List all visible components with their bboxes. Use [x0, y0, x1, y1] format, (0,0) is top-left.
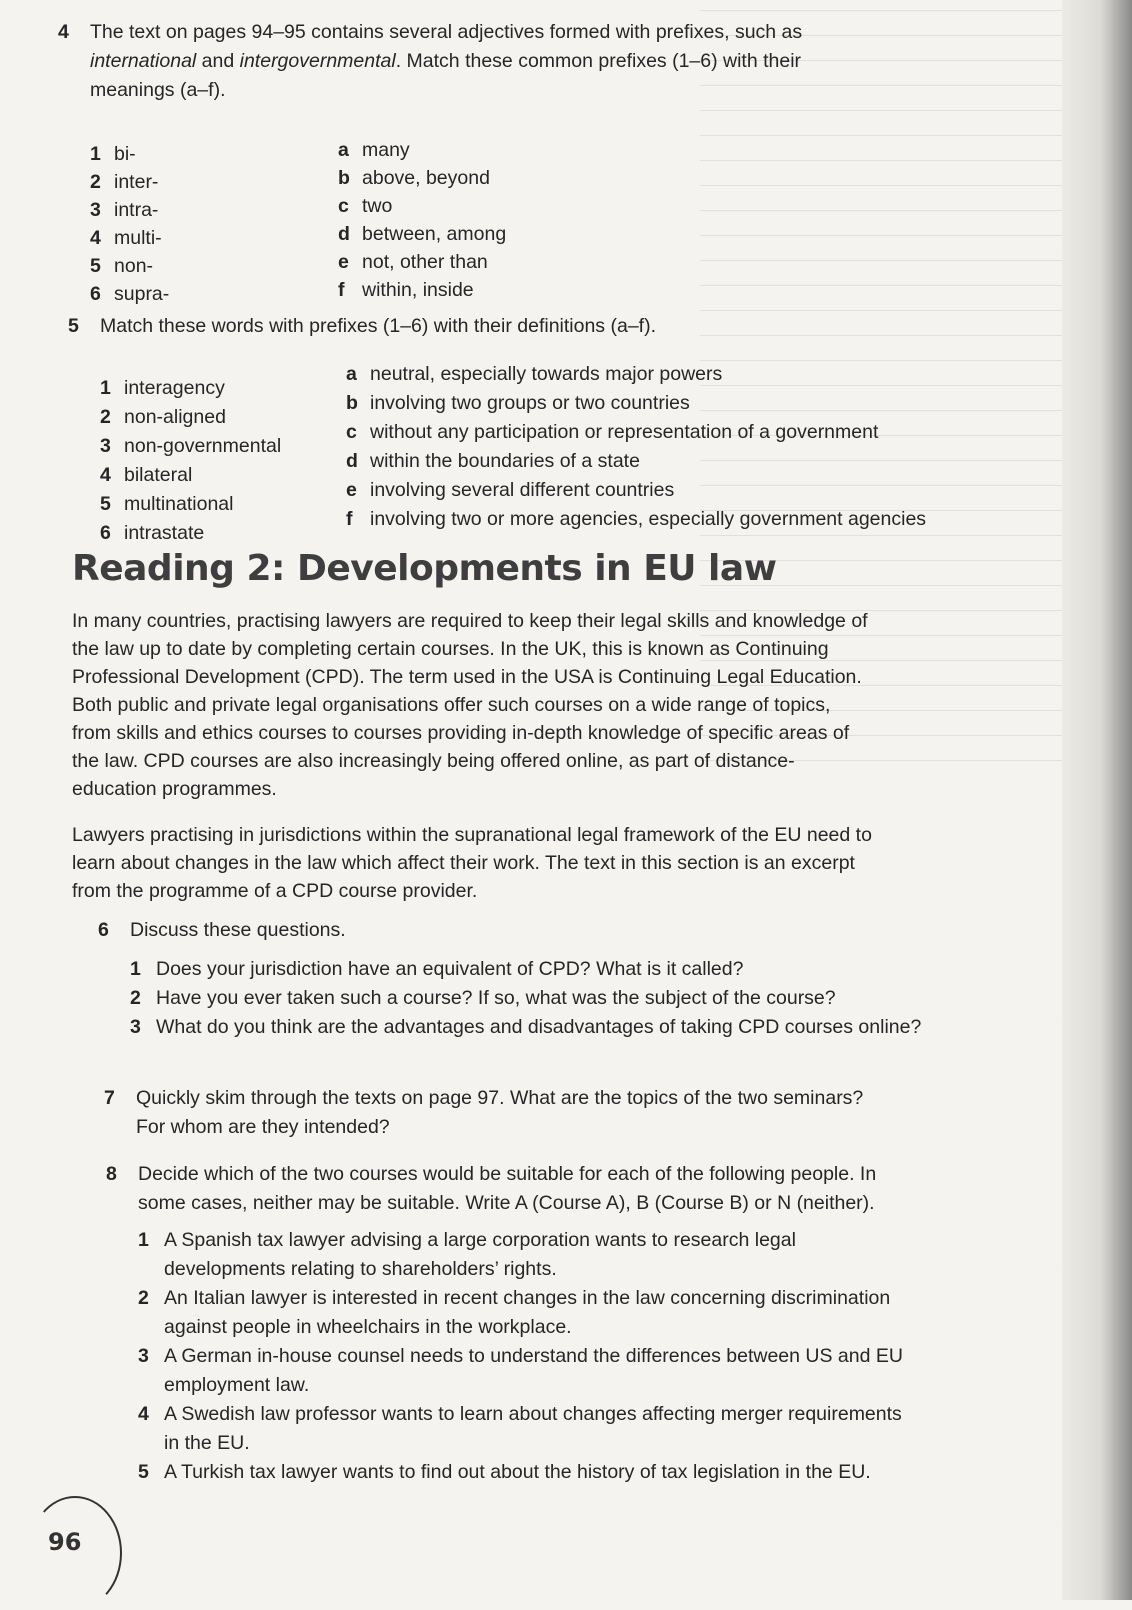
definition-item-text: involving two or more agencies, especially government agencies: [370, 508, 927, 530]
question-item-number: 2: [130, 987, 141, 1009]
prefix-matching: [90, 140, 690, 316]
word-item: [100, 374, 281, 403]
scenario-item-number: 2: [138, 1287, 149, 1309]
question-item-text: What do you think are the advantages and disadvantages of taking CPD courses online?: [156, 1016, 922, 1038]
question-item-number: 1: [130, 958, 141, 980]
scenario-item-text: A Turkish tax lawyer wants to find out about the history of tax legislation in the EU.: [164, 1461, 871, 1483]
word-item: [100, 432, 281, 461]
word-list: [100, 374, 281, 548]
word-item-text: interagency: [124, 377, 225, 399]
definition-list: [346, 360, 926, 534]
section-title: Reading 2: Developments in EU law: [72, 548, 777, 589]
prefix-item-marker: 3: [90, 199, 101, 221]
definition-item-text: without any participation or representation of a government: [370, 421, 879, 443]
exercise-number: 6: [98, 919, 109, 941]
exercise-5: [68, 312, 968, 341]
definition-item-text: involving two groups or two countries: [370, 392, 690, 414]
exercise-4: [58, 18, 858, 105]
meaning-item-marker: c: [338, 195, 349, 217]
meaning-item: [338, 248, 506, 276]
scenario-list: [138, 1226, 906, 1487]
exercise-6: [98, 916, 928, 1042]
question-item-text: Have you ever taken such a course? If so, what was the subject of the course?: [156, 987, 836, 1009]
word-item-marker: 2: [100, 406, 111, 428]
meaning-item-text: two: [362, 195, 393, 217]
definition-item-marker: d: [346, 450, 358, 472]
prefix-item-text: supra-: [114, 283, 170, 305]
scenario-item-number: 1: [138, 1229, 149, 1251]
meaning-item-text: not, other than: [362, 251, 488, 273]
exercise-7: [104, 1084, 864, 1142]
exercise-instructions: Decide which of the two courses would be suitable for each of the following people. In some cases, neither may be suitable. Write A (Course A), B (Course B) or N (neither).: [138, 1163, 877, 1214]
definition-item-marker: c: [346, 421, 357, 443]
definition-item-marker: f: [346, 508, 353, 530]
prefix-item-text: intra-: [114, 199, 159, 221]
word-item-text: non-governmental: [124, 435, 282, 457]
word-item-text: intrastate: [124, 522, 205, 544]
definition-item: [346, 505, 926, 534]
exercise-number: 4: [58, 21, 69, 43]
reading-section: [72, 548, 872, 919]
scenario-item-number: 4: [138, 1403, 149, 1425]
word-item-marker: 5: [100, 493, 111, 515]
definition-item-text: neutral, especially towards major powers: [370, 363, 723, 385]
exercise-number: 8: [106, 1163, 117, 1185]
scenario-item: [138, 1342, 906, 1400]
scenario-item-text: A Swedish law professor wants to learn about changes affecting merger requirements in the EU.: [164, 1403, 902, 1454]
prefix-item-marker: 4: [90, 227, 101, 249]
word-item-marker: 1: [100, 377, 111, 399]
reading-paragraph-2: Lawyers practising in jurisdictions within the supranational legal framework of the EU need to learn about changes in the law which affect their work. The text in this section is an excerpt from the programme of a CPD course provider.: [72, 824, 872, 902]
question-item: [130, 955, 928, 984]
word-item-marker: 3: [100, 435, 111, 457]
prefix-item: [90, 224, 169, 252]
prefix-item-marker: 1: [90, 143, 101, 165]
word-item-marker: 4: [100, 464, 111, 486]
prefix-item-marker: 5: [90, 255, 101, 277]
prefix-item-text: non-: [114, 255, 154, 277]
meaning-item-marker: e: [338, 251, 349, 273]
prefix-item: [90, 252, 169, 280]
question-list: [130, 955, 928, 1042]
word-item: [100, 490, 281, 519]
definition-item: [346, 447, 926, 476]
prefix-item: [90, 280, 169, 308]
meaning-item: [338, 220, 506, 248]
definition-item: [346, 476, 926, 505]
scenario-item-number: 3: [138, 1345, 149, 1367]
page-number: 96: [48, 1528, 82, 1556]
meaning-item-marker: b: [338, 167, 350, 189]
exercise-8: [106, 1160, 906, 1487]
prefix-item: [90, 196, 169, 224]
prefix-item: [90, 168, 169, 196]
word-item-text: bilateral: [124, 464, 193, 486]
question-item-text: Does your jurisdiction have an equivalent of CPD? What is it called?: [156, 958, 744, 980]
prefix-item: [90, 140, 169, 168]
reading-paragraph-1: In many countries, practising lawyers are required to keep their legal skills and knowledge of the law up to date by completing certain courses. In the UK, this is known as Continuing Professional Development (CPD). The term used in the USA is Continuing Legal Education. Both public and private legal organisations offer such courses on a wide range of topics, from skills and ethics courses to courses providing in-depth knowledge of specific areas of the law. CPD courses are also increasingly being offered online, as part of distance-education programmes.: [72, 610, 868, 800]
definition-item-marker: b: [346, 392, 358, 414]
meaning-item-text: above, beyond: [362, 167, 490, 189]
definition-item: [346, 389, 926, 418]
meaning-item-text: within, inside: [362, 279, 474, 301]
prefix-item-text: inter-: [114, 171, 159, 193]
definition-item-text: within the boundaries of a state: [370, 450, 640, 472]
meaning-item-text: between, among: [362, 223, 507, 245]
definition-item: [346, 418, 926, 447]
meaning-item-marker: a: [338, 139, 349, 161]
scenario-item-text: An Italian lawyer is interested in recent changes in the law concerning discrimination against people in wheelchairs in the workplace.: [164, 1287, 891, 1338]
page-gutter-shadow: [1062, 0, 1132, 1600]
prefix-list: [90, 140, 169, 308]
definition-item-text: involving several different countries: [370, 479, 675, 501]
word-item-text: non-aligned: [124, 406, 226, 428]
scenario-item-number: 5: [138, 1461, 149, 1483]
word-item-text: multinational: [124, 493, 234, 515]
exercise-instructions: Match these words with prefixes (1–6) with their definitions (a–f).: [100, 315, 656, 337]
question-item-number: 3: [130, 1016, 141, 1038]
scenario-item: [138, 1400, 906, 1458]
prefix-item-text: bi-: [114, 143, 136, 165]
prefix-item-text: multi-: [114, 227, 162, 249]
prefix-item-marker: 6: [90, 283, 101, 305]
word-item: [100, 461, 281, 490]
meaning-item: [338, 164, 506, 192]
word-item: [100, 519, 281, 548]
question-item: [130, 984, 928, 1013]
page-number-badge: [28, 1496, 122, 1610]
scenario-item-text: A German in-house counsel needs to understand the differences between US and EU employment law.: [164, 1345, 903, 1396]
word-item-marker: 6: [100, 522, 111, 544]
scenario-item-text: A Spanish tax lawyer advising a large corporation wants to research legal developments relating to shareholders’ rights.: [164, 1229, 796, 1280]
exercise-instructions: The text on pages 94–95 contains several adjectives formed with prefixes, such as international and intergovernmental. Match these common prefixes (1–6) with their meanings (a–f).: [90, 21, 803, 101]
scenario-item: [138, 1226, 906, 1284]
prefix-item-marker: 2: [90, 171, 101, 193]
scenario-item: [138, 1284, 906, 1342]
exercise-instructions: Discuss these questions.: [130, 919, 346, 941]
meaning-item: [338, 192, 506, 220]
definition-item-marker: a: [346, 363, 357, 385]
scenario-item: [138, 1458, 906, 1487]
exercise-instructions: Quickly skim through the texts on page 97. What are the topics of the two seminars? For whom are they intended?: [136, 1087, 864, 1138]
meaning-item-marker: f: [338, 279, 345, 301]
exercise-number: 5: [68, 315, 79, 337]
word-item: [100, 403, 281, 432]
meaning-item: [338, 276, 506, 304]
meaning-item-text: many: [362, 139, 410, 161]
meaning-item: [338, 136, 506, 164]
definition-item: [346, 360, 926, 389]
exercise-number: 7: [104, 1087, 115, 1109]
meaning-item-marker: d: [338, 223, 350, 245]
meaning-list: [338, 136, 506, 304]
word-matching: [100, 363, 1000, 544]
question-item: [130, 1013, 928, 1042]
definition-item-marker: e: [346, 479, 357, 501]
